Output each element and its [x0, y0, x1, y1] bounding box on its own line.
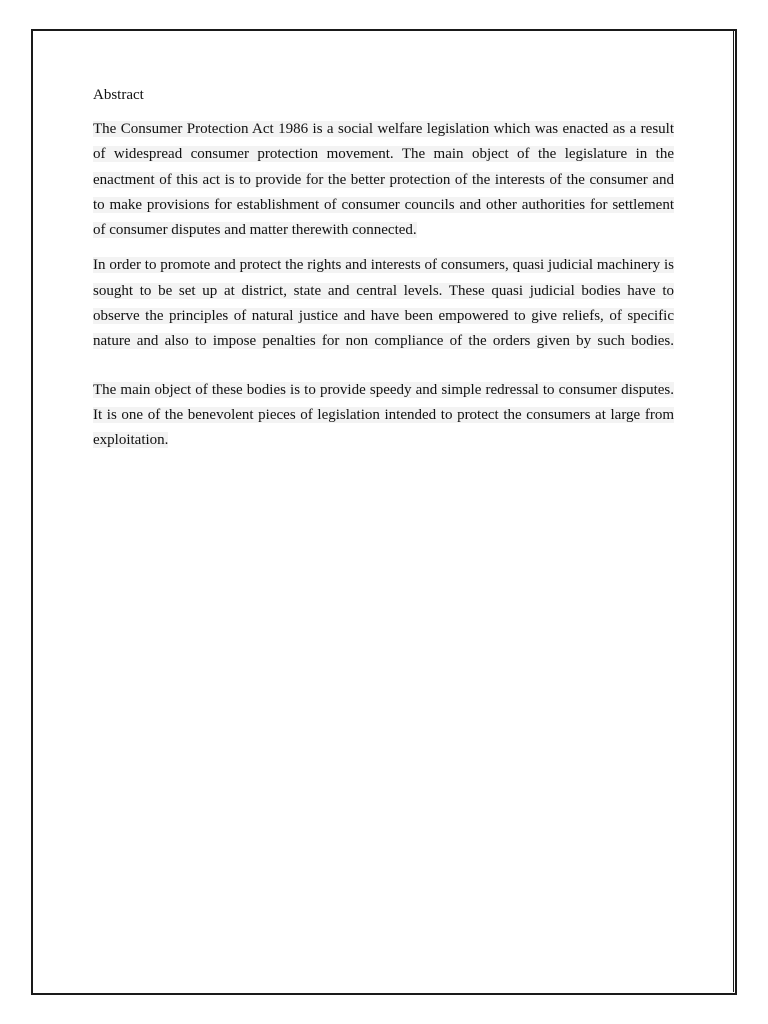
paragraph-1-text: The Consumer Protection Act 1986 is a social welfare legislation which was enacted as a result of widespread consumer protection movement. The main object of the legislature in the enactment of this act is to provide for the better protection of the interests of the consumer and to make provisions for establishment of consumer councils and other authorities for settlement of consumer disputes and matter therewith connected.	[93, 121, 674, 239]
page-border-inner-line	[733, 31, 734, 992]
paragraph-2	[93, 253, 674, 354]
paragraph-1	[93, 117, 674, 243]
abstract-heading: Abstract	[93, 87, 144, 103]
paragraph-2-text: In order to promote and protect the rights and interests of consumers, quasi judicial machinery is sought to be set up at district, state and central levels. These quasi judicial bodies have to observe the principles of natural justice and have been empowered to give reliefs, of specific nature and also to impose penalties for non compliance of the orders given by such bodies.	[93, 257, 674, 350]
paragraph-3-text: The main object of these bodies is to provide speedy and simple redressal to consumer disputes. It is one of the benevolent pieces of legislation intended to protect the consumers at large from exploitation.	[93, 381, 674, 449]
document-body	[93, 84, 674, 454]
paragraph-3	[93, 378, 674, 454]
